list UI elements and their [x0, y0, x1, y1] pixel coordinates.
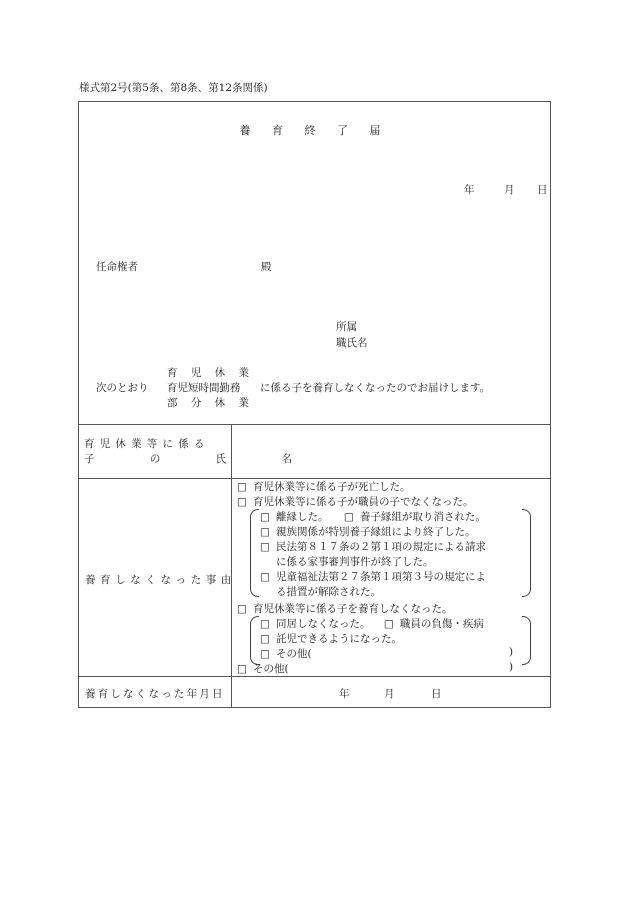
checkbox-icon[interactable]: □ [237, 603, 247, 615]
reason-other-close: ) [509, 661, 514, 673]
reason-other[interactable]: □ その他( [237, 663, 289, 675]
reason-cohabitation-row [260, 616, 484, 631]
reason-civil-code-817-cont: に係る家事審判事件が終了した。 [276, 556, 434, 568]
checkbox-icon[interactable]: □ [260, 511, 270, 523]
checkbox-icon[interactable]: □ [260, 618, 270, 630]
checkbox-icon[interactable]: □ [237, 481, 247, 493]
reason-dissolution-row [260, 509, 486, 524]
statement-prefix: 次のとおり [96, 382, 149, 394]
divider [79, 676, 550, 677]
header-day-label: 日 [537, 184, 548, 196]
leave-type-short-hours: 育児短時間勤務 [167, 382, 241, 394]
bracket-right [522, 509, 531, 597]
date-year-label: 年 [339, 688, 350, 700]
bracket-left [250, 616, 259, 665]
reason-civil-code-817[interactable]: □ 民法第８１７条の２第１項の規定による請求 [260, 541, 486, 553]
child-name-label-line1: 育児休業等に係る [84, 438, 210, 450]
checkbox-icon[interactable]: □ [383, 618, 394, 630]
reason-dissolved: 離縁した。 [276, 511, 329, 523]
date-label: 養育しなくなった年月日 [85, 688, 225, 700]
date-day-label: 日 [431, 688, 442, 700]
header-month-label: 月 [504, 184, 515, 196]
reason-sub-other[interactable]: □ その他( [260, 648, 312, 660]
notification-form [78, 101, 551, 708]
checkbox-icon[interactable]: □ [237, 496, 247, 508]
child-name-label-line2: 子 の 氏 名 [84, 453, 319, 465]
checkbox-icon[interactable]: □ [260, 526, 270, 538]
checkbox-icon[interactable]: □ [260, 571, 270, 583]
affiliation-label: 所属 [336, 321, 357, 333]
bracket-right [522, 616, 531, 665]
reason-label: 養育しなくなった事由 [85, 574, 236, 586]
reason-no-longer-child[interactable]: □ 育児休業等に係る子が職員の子でなくなった。 [237, 496, 474, 508]
checkbox-icon[interactable]: □ [260, 633, 270, 645]
column-divider [231, 424, 232, 707]
employee-name-label: 職氏名 [336, 337, 368, 349]
checkbox-icon[interactable]: □ [260, 541, 270, 553]
divider [79, 424, 550, 425]
addressee-label: 任命権者 [96, 261, 138, 273]
reason-child-welfare-act[interactable]: □ 児童福祉法第２７条第１項第３号の規定によ [260, 571, 486, 583]
checkbox-icon[interactable]: □ [237, 663, 247, 675]
date-month-label: 月 [384, 688, 395, 700]
reason-employee-injury-illness: 職員の負傷・疾病 [399, 618, 484, 630]
reason-no-cohabitation: 同居しなくなった。 [276, 618, 371, 630]
statement-suffix: に係る子を養育しなくなったのでお届けします。 [260, 382, 491, 394]
checkbox-icon[interactable]: □ [260, 648, 270, 660]
reason-child-welfare-act-cont: る措置が解除された。 [276, 586, 381, 598]
header-year-label: 年 [464, 184, 475, 196]
bracket-left [250, 509, 259, 597]
reason-childcare-available[interactable]: □ 託児できるようになった。 [260, 633, 402, 645]
checkbox-icon[interactable]: □ [343, 511, 354, 523]
reason-special-adoption[interactable]: □ 親族関係が特別養子縁組により終了した。 [260, 526, 476, 538]
reason-child-deceased[interactable]: □ 育児休業等に係る子が死亡した。 [237, 481, 411, 493]
addressee-honorific: 殿 [261, 261, 272, 273]
leave-type-partial: 部 分 休 業 [167, 397, 255, 409]
leave-type-childcare: 育 児 休 業 [167, 367, 255, 379]
reason-adoption-cancelled: 養子縁組が取り消された。 [359, 511, 486, 523]
reason-no-longer-raising[interactable]: □ 育児休業等に係る子を養育しなくなった。 [237, 603, 453, 615]
form-caption: 様式第2号(第5条、第8条、第12条関係) [79, 82, 268, 94]
form-title: 養 育 終 了 届 [239, 124, 390, 137]
child-name-field[interactable] [233, 426, 549, 477]
reason-sub-other-close: ) [509, 646, 514, 658]
